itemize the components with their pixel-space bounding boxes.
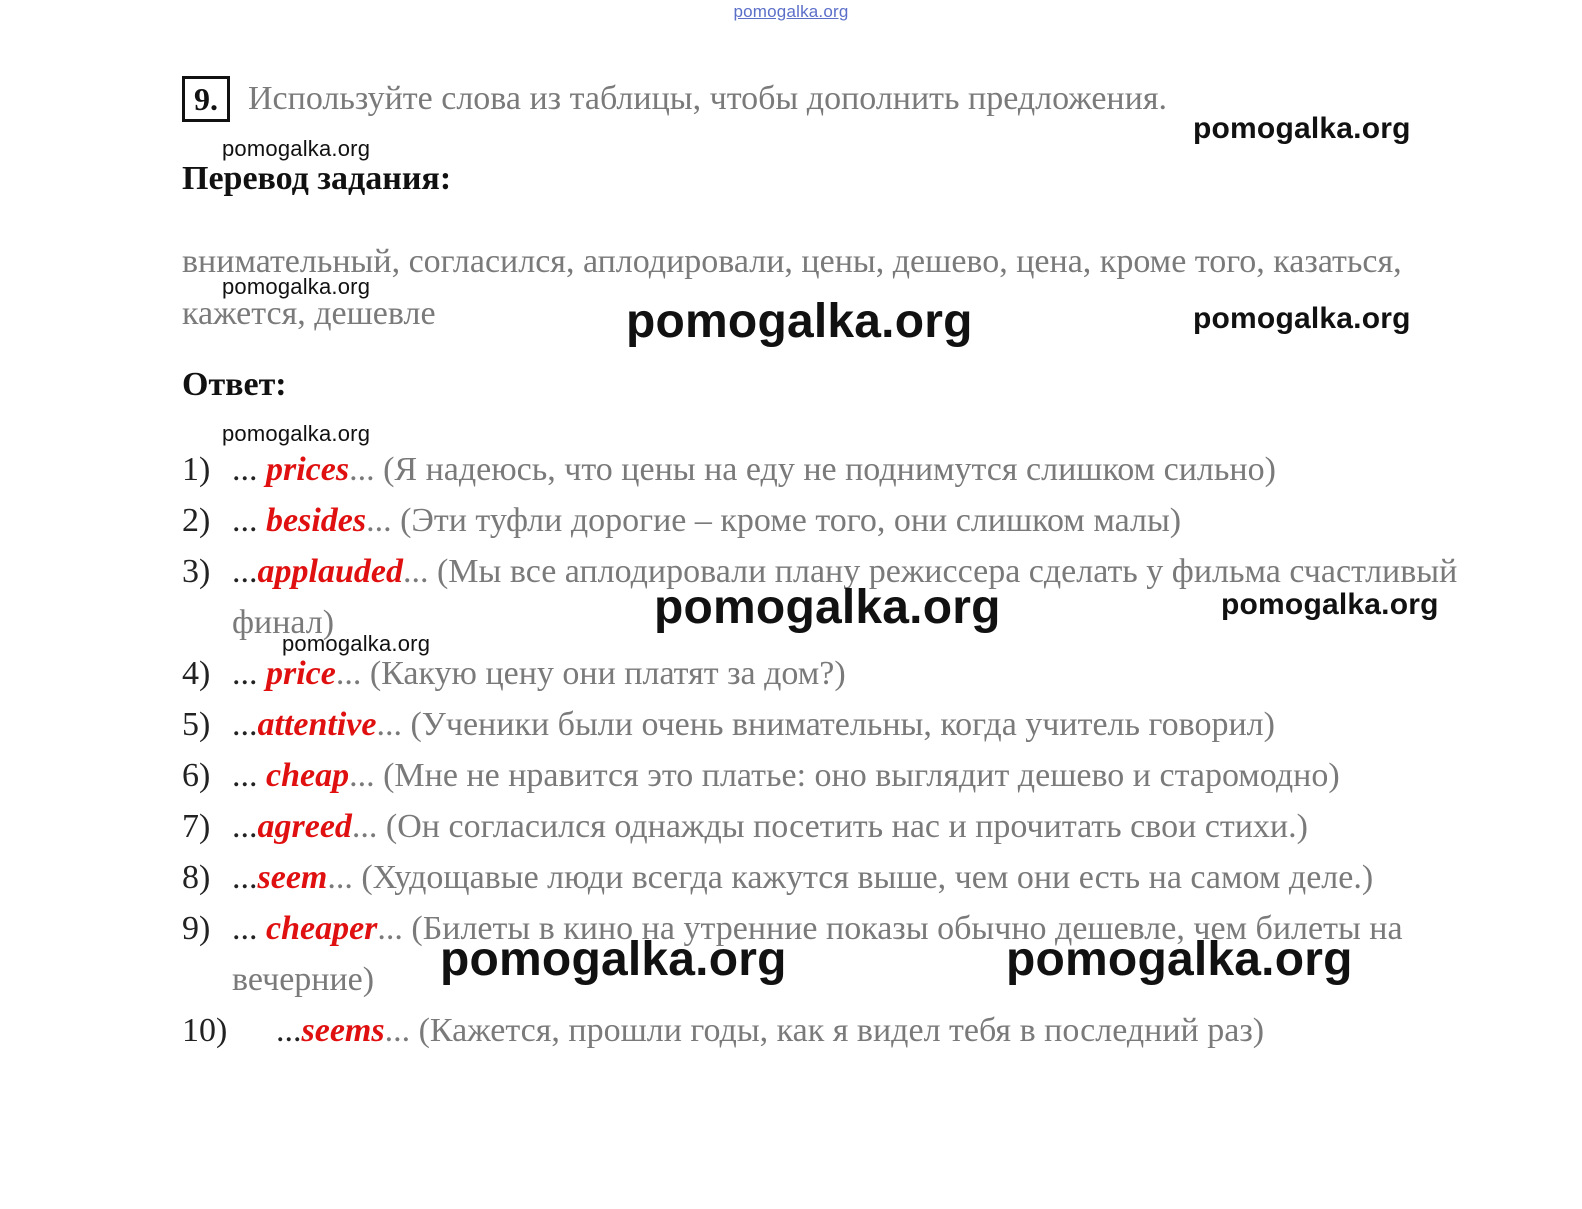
- answer-item: [182, 495, 1472, 546]
- answer-number: 2): [182, 502, 211, 539]
- answer-translation: ... (Билеты в кино на утренние показы обычно дешевле, чем билеты на вечерние): [232, 910, 1403, 998]
- answer-item: [182, 852, 1472, 903]
- task-number-box: 9.: [182, 76, 230, 122]
- answer-translation: ... (Худощавые люди всегда кажутся выше, чем они есть на самом деле.): [327, 859, 1374, 896]
- watermark: pomogalka.org: [222, 274, 371, 299]
- answer-keyword: agreed: [257, 808, 352, 845]
- answer-translation: ... (Я надеюсь, что цены на еду не поднимутся слишком сильно): [349, 451, 1276, 488]
- watermark: pomogalka.org: [1006, 933, 1353, 986]
- watermark: pomogalka.org: [626, 295, 973, 348]
- answer-keyword: price: [266, 655, 336, 692]
- watermark: pomogalka.org: [222, 421, 371, 446]
- task-line: [182, 76, 1167, 122]
- answer-dots: ...: [232, 655, 266, 692]
- answer-heading: Ответ:: [182, 366, 287, 403]
- watermark: pomogalka.org: [222, 136, 371, 161]
- watermark: pomogalka.org: [1193, 302, 1411, 335]
- answer-translation: ... (Мы все аплодировали плану режиссера сделать у фильма счастливый финал): [232, 553, 1458, 641]
- watermark: pomogalka.org: [1193, 112, 1411, 145]
- answer-dots: ...: [232, 451, 266, 488]
- answer-dots: ...: [232, 502, 266, 539]
- answer-item: [182, 444, 1472, 495]
- watermark: pomogalka.org: [654, 581, 1001, 634]
- answer-number: 4): [182, 655, 211, 692]
- answer-keyword: seems: [301, 1012, 385, 1049]
- answer-number: 7): [182, 808, 211, 845]
- answer-translation: ... (Мне не нравится это платье: оно выглядит дешево и старомодно): [349, 757, 1340, 794]
- answer-number: 9): [182, 910, 211, 947]
- word-list: внимательный, согласился, аплодировали, цены, дешево, цена, кроме того, казаться, кажется, дешевле: [182, 243, 1402, 332]
- watermark: pomogalka.org: [440, 933, 787, 986]
- answer-keyword: besides: [266, 502, 367, 539]
- site-link[interactable]: pomogalka.org: [733, 2, 849, 21]
- answer-keyword: cheaper: [266, 910, 378, 947]
- answer-dots: ...: [232, 859, 258, 896]
- answer-translation: ... (Эти туфли дорогие – кроме того, они слишком малы): [366, 502, 1182, 539]
- answer-item: [182, 750, 1472, 801]
- answer-number: 10): [182, 1012, 228, 1049]
- answer-dots: ...: [232, 808, 258, 845]
- answer-dots: ...: [232, 910, 266, 947]
- answer-number: 8): [182, 859, 211, 896]
- answer-number: 6): [182, 757, 211, 794]
- answer-keyword: cheap: [266, 757, 350, 794]
- answer-translation: ... (Ученики были очень внимательны, когда учитель говорил): [376, 706, 1275, 743]
- answer-number: 5): [182, 706, 211, 743]
- answer-keyword: attentive: [257, 706, 377, 743]
- answer-dots: ...: [232, 553, 258, 590]
- answer-number: 3): [182, 553, 211, 590]
- watermark: pomogalka.org: [282, 631, 431, 656]
- answer-number: 1): [182, 451, 211, 488]
- answer-keyword: applauded: [257, 553, 403, 590]
- answer-dots: ...: [232, 706, 258, 743]
- answer-item: [182, 699, 1472, 750]
- answer-keyword: prices: [266, 451, 350, 488]
- answer-dots: ...: [232, 757, 266, 794]
- answer-item: [182, 801, 1472, 852]
- answer-translation: ... (Он согласился однажды посетить нас и прочитать свои стихи.): [351, 808, 1308, 845]
- task-instruction: Используйте слова из таблицы, чтобы дополнить предложения.: [248, 80, 1167, 117]
- translation-heading: Перевод задания:: [182, 160, 452, 197]
- answer-dots: ...: [276, 1012, 302, 1049]
- answer-translation: ... (Кажется, прошли годы, как я видел тебя в последний раз): [384, 1012, 1265, 1049]
- answer-keyword: seem: [257, 859, 328, 896]
- answer-translation: ... (Какую цену они платят за дом?): [335, 655, 846, 692]
- answer-item: [182, 1005, 1472, 1056]
- watermark: pomogalka.org: [1221, 588, 1439, 621]
